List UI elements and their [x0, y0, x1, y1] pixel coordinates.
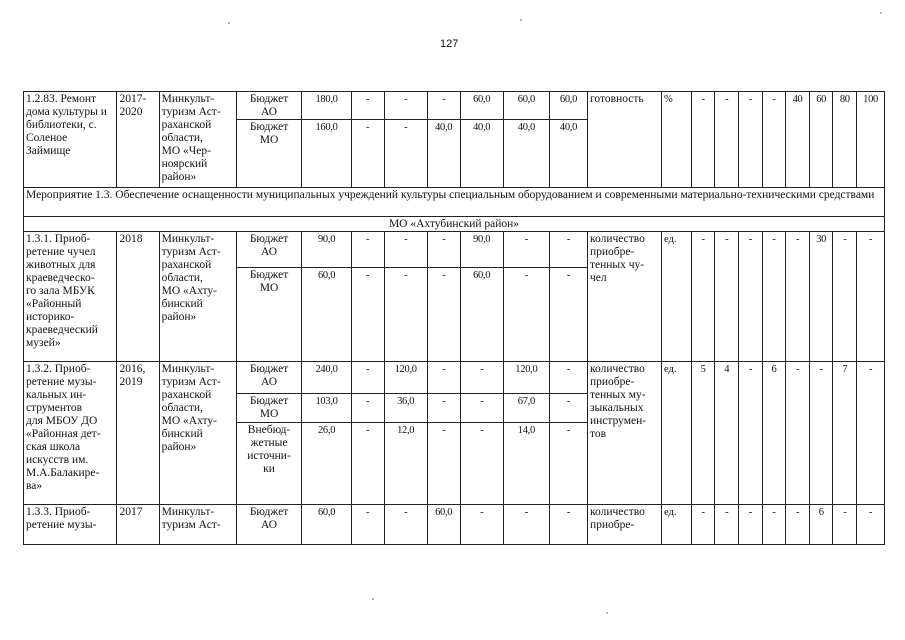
executor-cell: Минкульт- туризм Аст- раханской области, МО «Ахту- бинский район»	[159, 362, 236, 505]
value-cell: -	[549, 268, 587, 362]
target-cell: 80	[833, 92, 857, 188]
value-cell: -	[549, 394, 587, 423]
value-cell: -	[427, 362, 460, 394]
table-row	[24, 188, 885, 217]
value-cell: 14,0	[503, 423, 549, 505]
value-cell: 60,0	[549, 92, 587, 120]
unit-cell: ед.	[661, 505, 691, 545]
row-number-cell: 1.3.1. Приоб- ретение чучел животных для краеведческо- го зала МБУК «Районный историко- краеведческий музей»	[24, 232, 117, 362]
target-cell: -	[857, 232, 885, 362]
target-cell: -	[786, 362, 810, 505]
scan-speck	[228, 22, 230, 24]
target-cell: 60	[809, 92, 833, 188]
target-cell: -	[715, 92, 739, 188]
value-cell: -	[549, 362, 587, 394]
row-number-cell: 1.3.2. Приоб- ретение музы- кальных ин- струментов для МБОУ ДО «Районная дет- ская школа искусств им. М.А.Балакире- ва»	[24, 362, 117, 505]
value-cell: -	[460, 394, 503, 423]
value-cell: 12,0	[384, 423, 427, 505]
target-cell: -	[691, 505, 715, 545]
value-cell: 40,0	[460, 120, 503, 188]
target-cell: -	[786, 505, 810, 545]
target-cell: -	[762, 505, 786, 545]
target-cell: -	[691, 92, 715, 188]
source-cell: Бюджет МО	[236, 268, 302, 362]
source-cell: Бюджет АО	[236, 362, 302, 394]
value-cell: -	[351, 92, 384, 120]
source-cell: Бюджет АО	[236, 505, 302, 545]
value-cell: 60,0	[503, 92, 549, 120]
value-cell: -	[427, 268, 460, 362]
target-cell: -	[786, 232, 810, 362]
target-cell: -	[715, 505, 739, 545]
value-cell: -	[427, 423, 460, 505]
source-cell: Бюджет МО	[236, 394, 302, 423]
value-cell: -	[351, 394, 384, 423]
value-cell: 120,0	[503, 362, 549, 394]
value-cell: -	[351, 232, 384, 268]
value-cell: 90,0	[460, 232, 503, 268]
value-cell: -	[460, 362, 503, 394]
value-cell: 26,0	[302, 423, 351, 505]
table-row	[24, 362, 885, 394]
value-cell: 40,0	[503, 120, 549, 188]
executor-cell: Минкульт- туризм Аст- раханской области, МО «Ахту- бинский район»	[159, 232, 236, 362]
page-number: 127	[440, 38, 459, 50]
target-cell: 30	[809, 232, 833, 362]
scan-speck	[520, 19, 522, 21]
indicator-cell: количество приобре- тенных чу- чел	[587, 232, 661, 362]
value-cell: -	[384, 505, 427, 545]
value-cell: -	[384, 92, 427, 120]
target-cell: 4	[715, 362, 739, 505]
value-cell: 36,0	[384, 394, 427, 423]
table-row	[24, 505, 885, 545]
executor-cell: Минкульт- туризм Аст- раханской области, МО «Чер- ноярский район»	[159, 92, 236, 188]
value-cell: 160,0	[302, 120, 351, 188]
indicator-cell: количество приобре-	[587, 505, 661, 545]
target-cell: 40	[786, 92, 810, 188]
value-cell: -	[384, 268, 427, 362]
value-cell: 60,0	[460, 92, 503, 120]
table-row	[24, 232, 885, 268]
target-cell: -	[738, 505, 762, 545]
scan-speck	[606, 612, 608, 614]
value-cell: 40,0	[549, 120, 587, 188]
value-cell: -	[384, 232, 427, 268]
value-cell: -	[549, 232, 587, 268]
value-cell: -	[427, 394, 460, 423]
period-cell: 2017	[117, 505, 159, 545]
value-cell: 60,0	[302, 268, 351, 362]
target-cell: -	[691, 232, 715, 362]
period-cell: 2018	[117, 232, 159, 362]
target-cell: 6	[809, 505, 833, 545]
target-cell: -	[738, 232, 762, 362]
district-heading: МО «Ахтубинский район»	[24, 217, 885, 232]
value-cell: 180,0	[302, 92, 351, 120]
source-cell: Бюджет АО	[236, 232, 302, 268]
indicator-cell: готовность	[587, 92, 661, 188]
target-cell: -	[762, 232, 786, 362]
target-cell: -	[833, 232, 857, 362]
target-cell: 100	[857, 92, 885, 188]
value-cell: 40,0	[427, 120, 460, 188]
row-number-cell: 1.3.3. Приоб- ретение музы-	[24, 505, 117, 545]
measure-heading: Мероприятие 1.3. Обеспечение оснащенности муниципальных учреждений культуры специальным оборудованием и современными материально-техническими средствами	[24, 188, 885, 217]
period-cell: 2016, 2019	[117, 362, 159, 505]
value-cell: 60,0	[460, 268, 503, 362]
unit-cell: %	[661, 92, 691, 188]
target-cell: -	[809, 362, 833, 505]
value-cell: 67,0	[503, 394, 549, 423]
target-cell: 5	[691, 362, 715, 505]
period-cell: 2017- 2020	[117, 92, 159, 188]
executor-cell: Минкульт- туризм Аст-	[159, 505, 236, 545]
value-cell: 120,0	[384, 362, 427, 394]
scan-speck	[372, 598, 374, 600]
page-bottom-margin	[0, 550, 905, 640]
target-cell: -	[738, 92, 762, 188]
target-cell: 7	[833, 362, 857, 505]
value-cell: -	[427, 232, 460, 268]
row-number-cell: 1.2.83. Ремонт дома культуры и библиотеки, с. Соленое Займище	[24, 92, 117, 188]
value-cell: -	[503, 505, 549, 545]
value-cell: 90,0	[302, 232, 351, 268]
value-cell: -	[549, 423, 587, 505]
unit-cell: ед.	[661, 232, 691, 362]
scan-speck	[880, 12, 882, 14]
table-row	[24, 217, 885, 232]
value-cell: -	[351, 120, 384, 188]
source-cell: Бюджет АО	[236, 92, 302, 120]
value-cell: -	[503, 232, 549, 268]
value-cell: -	[384, 120, 427, 188]
indicator-cell: количество приобре- тенных му- зыкальных инструмен- тов	[587, 362, 661, 505]
source-cell: Внебюд- жетные источни- ки	[236, 423, 302, 505]
value-cell: -	[427, 92, 460, 120]
source-cell: Бюджет МО	[236, 120, 302, 188]
value-cell: -	[351, 505, 384, 545]
unit-cell: ед.	[661, 362, 691, 505]
value-cell: 103,0	[302, 394, 351, 423]
value-cell: -	[460, 505, 503, 545]
target-cell: -	[738, 362, 762, 505]
value-cell: -	[503, 268, 549, 362]
value-cell: 60,0	[302, 505, 351, 545]
value-cell: -	[351, 268, 384, 362]
value-cell: 240,0	[302, 362, 351, 394]
target-cell: -	[857, 362, 885, 505]
target-cell: 6	[762, 362, 786, 505]
table-row	[24, 92, 885, 120]
value-cell: -	[460, 423, 503, 505]
program-table	[23, 91, 885, 545]
value-cell: -	[549, 505, 587, 545]
value-cell: 60,0	[427, 505, 460, 545]
target-cell: -	[715, 232, 739, 362]
value-cell: -	[351, 362, 384, 394]
value-cell: -	[351, 423, 384, 505]
target-cell: -	[857, 505, 885, 545]
target-cell: -	[833, 505, 857, 545]
target-cell: -	[762, 92, 786, 188]
